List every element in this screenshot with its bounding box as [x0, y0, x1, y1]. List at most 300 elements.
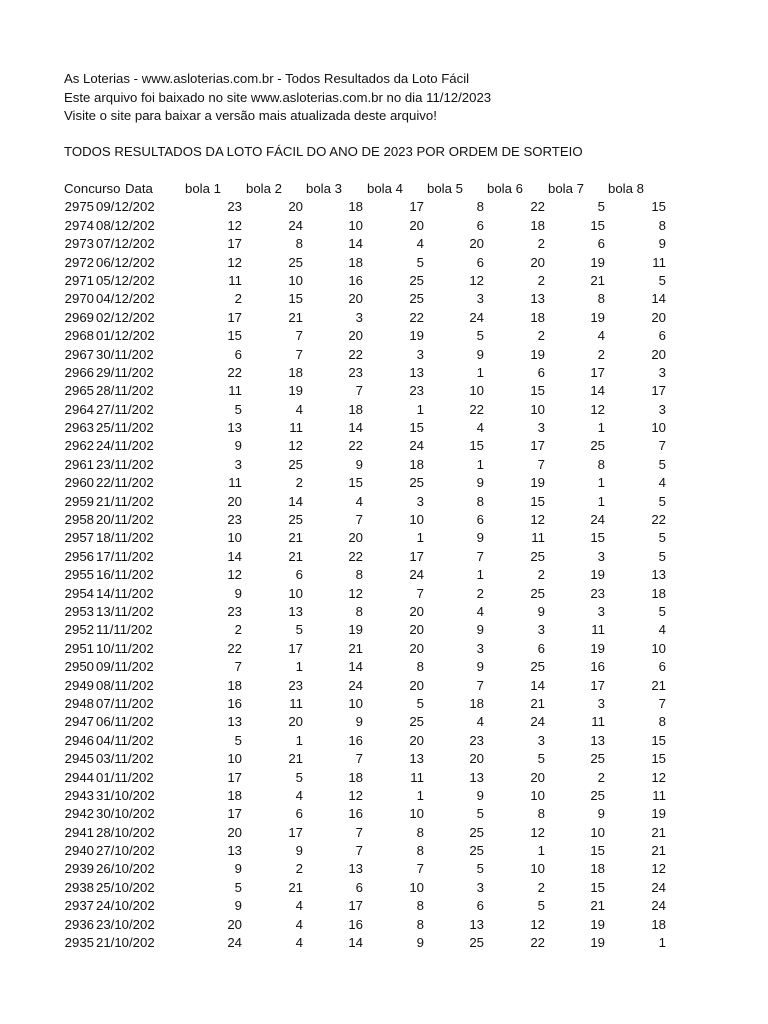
- bola-8-cell: 17: [651, 383, 666, 399]
- bola-2-cell: 21: [288, 530, 303, 546]
- bola-5-cell: 7: [476, 677, 484, 693]
- bola-5-cell: 7: [476, 548, 484, 564]
- data-cell: 14/11/202: [96, 585, 154, 601]
- bola-5-cell: 6: [476, 217, 484, 233]
- bola-3-cell: 8: [355, 567, 363, 583]
- bola-8-cell: 21: [651, 843, 666, 859]
- header-bola-8: bola 8: [608, 181, 644, 196]
- table-row: [0, 401, 768, 419]
- bola-5-cell: 3: [476, 291, 484, 307]
- table-row: [0, 382, 768, 400]
- data-cell: 16/11/202: [96, 567, 154, 583]
- bola-1-cell: 22: [227, 364, 242, 380]
- bola-8-cell: 20: [651, 309, 666, 325]
- bola-8-cell: 13: [651, 567, 666, 583]
- bola-5-cell: 9: [476, 475, 484, 491]
- table-row: [0, 603, 768, 621]
- bola-3-cell: 23: [348, 364, 363, 380]
- table-row: [0, 309, 768, 327]
- bola-4-cell: 13: [409, 364, 424, 380]
- bola-2-cell: 13: [288, 603, 303, 619]
- bola-5-cell: 20: [469, 236, 484, 252]
- bola-4-cell: 7: [416, 861, 424, 877]
- bola-6-cell: 20: [530, 254, 545, 270]
- bola-7-cell: 3: [597, 603, 605, 619]
- bola-6-cell: 1: [537, 843, 545, 859]
- bola-1-cell: 16: [227, 695, 242, 711]
- concurso-cell: 2939: [64, 861, 94, 877]
- bola-2-cell: 4: [295, 401, 303, 417]
- bola-3-cell: 16: [348, 732, 363, 748]
- bola-5-cell: 6: [476, 254, 484, 270]
- bola-5-cell: 3: [476, 879, 484, 895]
- concurso-cell: 2962: [64, 438, 94, 454]
- bola-1-cell: 23: [227, 199, 242, 215]
- bola-3-cell: 19: [348, 622, 363, 638]
- concurso-cell: 2955: [64, 567, 94, 583]
- table-row: [0, 217, 768, 235]
- bola-6-cell: 3: [537, 622, 545, 638]
- bola-6-cell: 12: [530, 512, 545, 528]
- table-row: [0, 566, 768, 584]
- concurso-cell: 2959: [64, 493, 94, 509]
- concurso-cell: 2958: [64, 512, 94, 528]
- table-row: [0, 254, 768, 272]
- table-row: [0, 879, 768, 897]
- concurso-cell: 2972: [64, 254, 94, 270]
- concurso-cell: 2947: [64, 714, 94, 730]
- bola-8-cell: 6: [658, 659, 666, 675]
- bola-3-cell: 14: [348, 659, 363, 675]
- bola-7-cell: 5: [597, 199, 605, 215]
- bola-8-cell: 5: [658, 530, 666, 546]
- bola-5-cell: 15: [469, 438, 484, 454]
- bola-4-cell: 1: [416, 401, 424, 417]
- bola-2-cell: 4: [295, 898, 303, 914]
- bola-1-cell: 11: [228, 272, 242, 288]
- bola-8-cell: 3: [658, 364, 666, 380]
- bola-1-cell: 11: [228, 475, 242, 491]
- data-cell: 07/12/202: [96, 236, 155, 252]
- bola-5-cell: 8: [476, 493, 484, 509]
- concurso-cell: 2975: [64, 199, 94, 215]
- bola-2-cell: 21: [288, 548, 303, 564]
- table-row: [0, 769, 768, 787]
- bola-4-cell: 20: [409, 677, 424, 693]
- bola-5-cell: 4: [476, 603, 484, 619]
- bola-5-cell: 1: [476, 567, 484, 583]
- bola-8-cell: 6: [658, 328, 666, 344]
- bola-2-cell: 25: [288, 254, 303, 270]
- bola-5-cell: 6: [476, 512, 484, 528]
- bola-7-cell: 1: [597, 475, 605, 491]
- concurso-cell: 2952: [64, 622, 94, 638]
- concurso-cell: 2940: [64, 843, 94, 859]
- table-row: [0, 456, 768, 474]
- concurso-cell: 2948: [64, 695, 94, 711]
- bola-4-cell: 8: [416, 898, 424, 914]
- data-cell: 08/12/202: [96, 217, 155, 233]
- bola-2-cell: 4: [295, 935, 303, 951]
- bola-7-cell: 23: [590, 585, 605, 601]
- bola-3-cell: 16: [348, 916, 363, 932]
- bola-4-cell: 25: [409, 272, 424, 288]
- bola-6-cell: 20: [530, 769, 545, 785]
- bola-8-cell: 15: [651, 751, 666, 767]
- bola-8-cell: 11: [652, 254, 666, 270]
- bola-3-cell: 7: [355, 512, 363, 528]
- concurso-cell: 2949: [64, 677, 94, 693]
- concurso-cell: 2974: [64, 217, 94, 233]
- bola-1-cell: 13: [227, 714, 242, 730]
- data-cell: 07/11/202: [96, 695, 154, 711]
- bola-4-cell: 3: [416, 346, 424, 362]
- table-row: [0, 658, 768, 676]
- table-row: [0, 290, 768, 308]
- bola-1-cell: 13: [227, 843, 242, 859]
- bola-7-cell: 2: [597, 769, 605, 785]
- bola-3-cell: 22: [348, 346, 363, 362]
- bola-3-cell: 22: [348, 438, 363, 454]
- bola-2-cell: 8: [295, 236, 303, 252]
- bola-6-cell: 10: [530, 861, 545, 877]
- bola-1-cell: 17: [227, 806, 242, 822]
- bola-7-cell: 25: [590, 438, 605, 454]
- bola-8-cell: 24: [651, 879, 666, 895]
- table-row: [0, 897, 768, 915]
- concurso-cell: 2945: [64, 751, 94, 767]
- bola-6-cell: 5: [537, 751, 545, 767]
- concurso-cell: 2961: [64, 456, 94, 472]
- data-cell: 01/12/202: [96, 328, 155, 344]
- bola-5-cell: 24: [469, 309, 484, 325]
- table-row: [0, 364, 768, 382]
- bola-4-cell: 23: [409, 383, 424, 399]
- bola-6-cell: 5: [537, 898, 545, 914]
- bola-5-cell: 25: [469, 935, 484, 951]
- bola-3-cell: 18: [348, 401, 363, 417]
- bola-7-cell: 18: [590, 861, 605, 877]
- bola-5-cell: 20: [469, 751, 484, 767]
- bola-2-cell: 24: [288, 217, 303, 233]
- bola-3-cell: 9: [355, 456, 363, 472]
- intro-line-2: Este arquivo foi baixado no site www.asloterias.com.br no dia 11/12/2023: [64, 89, 492, 105]
- bola-8-cell: 18: [651, 585, 666, 601]
- header-bola-7: bola 7: [548, 181, 584, 196]
- table-header-row: [0, 180, 768, 198]
- bola-3-cell: 4: [355, 493, 363, 509]
- bola-8-cell: 21: [651, 824, 666, 840]
- data-cell: 21/10/202: [96, 935, 155, 951]
- table-row: [0, 916, 768, 934]
- bola-6-cell: 18: [530, 309, 545, 325]
- data-cell: 25/11/202: [96, 420, 154, 436]
- concurso-cell: 2951: [64, 640, 94, 656]
- bola-6-cell: 2: [537, 236, 545, 252]
- concurso-cell: 2966: [64, 364, 94, 380]
- bola-2-cell: 7: [295, 328, 303, 344]
- bola-8-cell: 22: [651, 512, 666, 528]
- bola-1-cell: 20: [227, 916, 242, 932]
- bola-1-cell: 12: [227, 254, 242, 270]
- bola-3-cell: 18: [348, 769, 363, 785]
- concurso-cell: 2956: [64, 548, 94, 564]
- data-cell: 09/12/202: [96, 199, 155, 215]
- data-cell: 21/11/202: [96, 493, 154, 509]
- bola-3-cell: 7: [355, 751, 363, 767]
- bola-6-cell: 10: [530, 787, 545, 803]
- bola-8-cell: 12: [651, 769, 666, 785]
- bola-7-cell: 15: [590, 217, 605, 233]
- bola-5-cell: 9: [476, 622, 484, 638]
- bola-6-cell: 2: [537, 567, 545, 583]
- bola-2-cell: 1: [295, 659, 303, 675]
- bola-7-cell: 12: [590, 401, 605, 417]
- bola-6-cell: 6: [537, 640, 545, 656]
- table-row: [0, 787, 768, 805]
- bola-2-cell: 23: [288, 677, 303, 693]
- bola-4-cell: 20: [409, 732, 424, 748]
- concurso-cell: 2960: [64, 475, 94, 491]
- bola-7-cell: 21: [590, 272, 605, 288]
- bola-8-cell: 1: [658, 935, 666, 951]
- bola-5-cell: 3: [476, 640, 484, 656]
- data-cell: 26/10/202: [96, 861, 155, 877]
- bola-7-cell: 19: [590, 916, 605, 932]
- concurso-cell: 2971: [64, 272, 94, 288]
- bola-6-cell: 22: [530, 935, 545, 951]
- data-cell: 10/11/202: [96, 640, 154, 656]
- bola-2-cell: 12: [288, 438, 303, 454]
- bola-1-cell: 2: [234, 622, 242, 638]
- bola-7-cell: 1: [597, 493, 605, 509]
- bola-3-cell: 6: [355, 879, 363, 895]
- bola-5-cell: 25: [469, 824, 484, 840]
- table-row: [0, 529, 768, 547]
- bola-3-cell: 13: [348, 861, 363, 877]
- bola-8-cell: 5: [658, 272, 666, 288]
- bola-3-cell: 10: [348, 695, 363, 711]
- bola-6-cell: 7: [537, 456, 545, 472]
- bola-5-cell: 4: [476, 714, 484, 730]
- bola-4-cell: 1: [416, 787, 424, 803]
- bola-1-cell: 14: [227, 548, 242, 564]
- bola-8-cell: 4: [658, 622, 666, 638]
- bola-6-cell: 25: [530, 585, 545, 601]
- bola-8-cell: 24: [651, 898, 666, 914]
- bola-4-cell: 8: [416, 824, 424, 840]
- bola-4-cell: 1: [416, 530, 424, 546]
- bola-3-cell: 20: [348, 291, 363, 307]
- bola-6-cell: 14: [530, 677, 545, 693]
- bola-1-cell: 20: [227, 493, 242, 509]
- bola-1-cell: 2: [234, 291, 242, 307]
- bola-8-cell: 5: [658, 493, 666, 509]
- concurso-cell: 2936: [64, 916, 94, 932]
- concurso-cell: 2957: [64, 530, 94, 546]
- bola-2-cell: 21: [288, 879, 303, 895]
- data-cell: 04/11/202: [96, 732, 154, 748]
- bola-7-cell: 19: [590, 254, 605, 270]
- bola-4-cell: 4: [416, 236, 424, 252]
- header-bola-1: bola 1: [185, 181, 221, 196]
- bola-1-cell: 23: [227, 512, 242, 528]
- bola-2-cell: 19: [288, 383, 303, 399]
- concurso-cell: 2967: [64, 346, 94, 362]
- bola-1-cell: 17: [227, 236, 242, 252]
- bola-1-cell: 18: [227, 677, 242, 693]
- bola-4-cell: 20: [409, 603, 424, 619]
- data-cell: 02/12/202: [96, 309, 155, 325]
- bola-8-cell: 19: [651, 806, 666, 822]
- bola-7-cell: 17: [590, 677, 605, 693]
- bola-6-cell: 12: [530, 916, 545, 932]
- bola-6-cell: 25: [530, 659, 545, 675]
- bola-1-cell: 10: [227, 751, 242, 767]
- bola-4-cell: 17: [409, 548, 424, 564]
- bola-4-cell: 20: [409, 217, 424, 233]
- data-cell: 30/11/202: [96, 346, 154, 362]
- bola-8-cell: 5: [658, 548, 666, 564]
- bola-3-cell: 21: [348, 640, 363, 656]
- bola-1-cell: 9: [234, 585, 242, 601]
- bola-2-cell: 1: [295, 732, 303, 748]
- bola-7-cell: 4: [597, 328, 605, 344]
- bola-5-cell: 13: [469, 916, 484, 932]
- table-row: [0, 327, 768, 345]
- concurso-cell: 2973: [64, 236, 94, 252]
- table-row: [0, 732, 768, 750]
- concurso-cell: 2965: [64, 383, 94, 399]
- data-cell: 17/11/202: [96, 548, 154, 564]
- bola-4-cell: 15: [409, 420, 424, 436]
- bola-5-cell: 12: [469, 272, 484, 288]
- bola-6-cell: 19: [530, 346, 545, 362]
- concurso-cell: 2969: [64, 309, 94, 325]
- bola-7-cell: 13: [590, 732, 605, 748]
- bola-6-cell: 8: [537, 806, 545, 822]
- bola-6-cell: 11: [531, 530, 545, 546]
- bola-7-cell: 6: [597, 236, 605, 252]
- header-bola-6: bola 6: [487, 181, 523, 196]
- bola-2-cell: 21: [288, 309, 303, 325]
- bola-1-cell: 22: [227, 640, 242, 656]
- bola-5-cell: 5: [476, 861, 484, 877]
- bola-6-cell: 12: [530, 824, 545, 840]
- data-cell: 28/10/202: [96, 824, 155, 840]
- bola-1-cell: 24: [227, 935, 242, 951]
- bola-4-cell: 10: [409, 879, 424, 895]
- bola-4-cell: 19: [409, 328, 424, 344]
- bola-8-cell: 10: [651, 640, 666, 656]
- data-cell: 24/11/202: [96, 438, 154, 454]
- concurso-cell: 2942: [64, 806, 94, 822]
- table-row: [0, 677, 768, 695]
- bola-3-cell: 18: [348, 254, 363, 270]
- bola-3-cell: 3: [355, 309, 363, 325]
- bola-8-cell: 5: [658, 456, 666, 472]
- bola-7-cell: 11: [591, 622, 605, 638]
- bola-3-cell: 14: [348, 420, 363, 436]
- bola-1-cell: 17: [227, 309, 242, 325]
- bola-3-cell: 22: [348, 548, 363, 564]
- bola-2-cell: 11: [289, 420, 303, 436]
- bola-8-cell: 8: [658, 217, 666, 233]
- table-row: [0, 493, 768, 511]
- table-row: [0, 934, 768, 952]
- bola-8-cell: 15: [651, 199, 666, 215]
- bola-3-cell: 18: [348, 199, 363, 215]
- bola-2-cell: 20: [288, 199, 303, 215]
- data-cell: 29/11/202: [96, 364, 154, 380]
- bola-3-cell: 24: [348, 677, 363, 693]
- bola-6-cell: 18: [530, 217, 545, 233]
- bola-1-cell: 10: [227, 530, 242, 546]
- bola-4-cell: 8: [416, 659, 424, 675]
- data-cell: 31/10/202: [96, 787, 155, 803]
- bola-4-cell: 9: [416, 935, 424, 951]
- concurso-cell: 2953: [64, 603, 94, 619]
- table-row: [0, 585, 768, 603]
- header-bola-5: bola 5: [427, 181, 463, 196]
- bola-4-cell: 25: [409, 291, 424, 307]
- bola-3-cell: 7: [355, 383, 363, 399]
- bola-6-cell: 21: [530, 695, 545, 711]
- bola-5-cell: 13: [469, 769, 484, 785]
- bola-8-cell: 7: [658, 695, 666, 711]
- bola-7-cell: 3: [597, 695, 605, 711]
- bola-5-cell: 10: [469, 383, 484, 399]
- bola-3-cell: 17: [348, 898, 363, 914]
- intro-line-1: As Loterias - www.asloterias.com.br - Todos Resultados da Loto Fácil: [64, 71, 470, 86]
- bola-8-cell: 11: [652, 787, 666, 803]
- intro-line-3: Visite o site para baixar a versão mais atualizada deste arquivo!: [64, 108, 437, 123]
- bola-7-cell: 25: [590, 787, 605, 803]
- bola-3-cell: 20: [348, 530, 363, 546]
- bola-2-cell: 21: [288, 751, 303, 767]
- data-cell: 06/12/202: [96, 254, 155, 270]
- concurso-cell: 2946: [64, 732, 94, 748]
- bola-6-cell: 25: [530, 548, 545, 564]
- bola-8-cell: 21: [651, 677, 666, 693]
- bola-4-cell: 10: [409, 806, 424, 822]
- bola-6-cell: 13: [530, 291, 545, 307]
- bola-5-cell: 9: [476, 787, 484, 803]
- header-bola-4: bola 4: [367, 181, 403, 196]
- table-row: [0, 621, 768, 639]
- bola-4-cell: 13: [409, 751, 424, 767]
- data-cell: 27/10/202: [96, 843, 155, 859]
- bola-3-cell: 7: [355, 824, 363, 840]
- data-cell: 03/11/202: [96, 751, 154, 767]
- header-data: Data: [125, 181, 153, 196]
- bola-3-cell: 12: [348, 585, 363, 601]
- data-cell: 06/11/202: [96, 714, 154, 730]
- concurso-cell: 2970: [64, 291, 94, 307]
- bola-3-cell: 10: [348, 217, 363, 233]
- bola-2-cell: 5: [295, 769, 303, 785]
- concurso-cell: 2935: [64, 935, 94, 951]
- bola-8-cell: 14: [651, 291, 666, 307]
- bola-1-cell: 5: [234, 879, 242, 895]
- bola-1-cell: 5: [234, 732, 242, 748]
- data-cell: 20/11/202: [96, 512, 154, 528]
- data-cell: 09/11/202: [96, 659, 154, 675]
- bola-8-cell: 9: [658, 236, 666, 252]
- bola-8-cell: 5: [658, 603, 666, 619]
- table-row: [0, 824, 768, 842]
- bola-4-cell: 18: [409, 456, 424, 472]
